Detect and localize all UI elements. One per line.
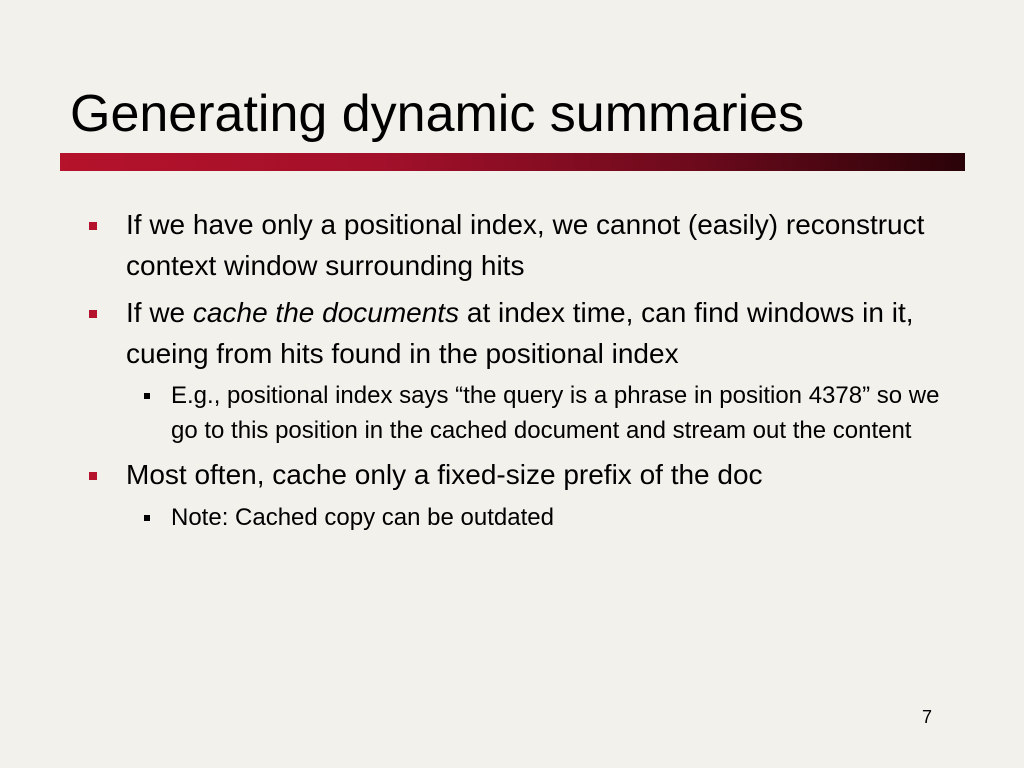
small-square-bullet-icon [144,515,150,521]
bullet-item [86,293,946,448]
square-bullet-icon [89,472,97,480]
square-bullet-icon [89,222,97,230]
sub-bullet-list [126,379,946,448]
sub-bullet-text: E.g., positional index says “the query is a phrase in position 4378” so we go to this position in the cached document and stream out the content [171,382,940,444]
bullet-text: Most often, cache only a fixed-size prefix of the doc [126,459,763,490]
sub-bullet-text: Note: Cached copy can be outdated [171,503,554,531]
page-number: 7 [922,707,933,727]
slide-title: Generating dynamic summaries [70,85,805,143]
sub-bullet-list [126,501,946,536]
bullet-text-start: If we [126,297,193,328]
title-underline-bar [60,153,965,171]
bullet-item [86,205,946,286]
sub-bullet-item [126,501,946,536]
bullet-item [86,455,946,535]
bullet-text-emphasis: cache the documents [192,297,460,328]
bullet-text-end: at index time, can find windows in it, cueing from hits found in the positional index [126,297,914,369]
sub-bullet-item [126,379,946,448]
square-bullet-icon [89,310,97,318]
bullet-text: If we have only a positional index, we cannot (easily) reconstruct context window surrounding hits [126,209,925,281]
bullet-list [86,205,946,542]
small-square-bullet-icon [144,393,150,399]
